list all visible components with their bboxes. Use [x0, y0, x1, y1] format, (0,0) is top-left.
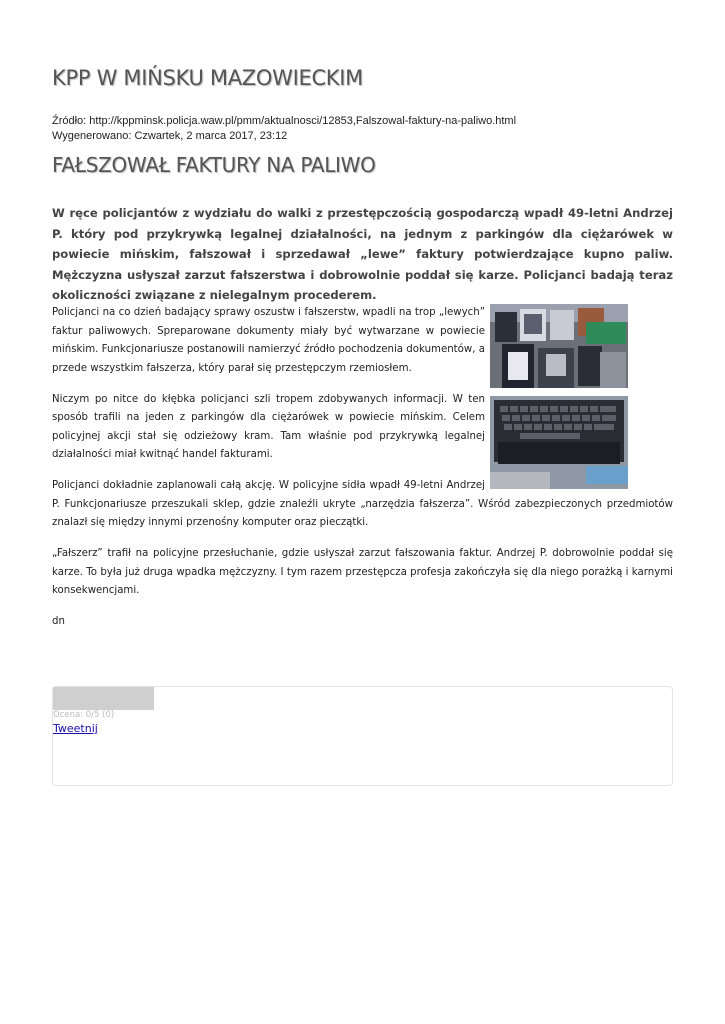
rating-box	[52, 686, 673, 786]
article-paragraph: Policjanci dokładnie zaplanowali całą akcję. W policyjne sidła wpadł 49-letni Andrzej P. Funkcjonariusze przeszukali sklep, gdzie znaleźli ukryte „narzędzia fałszerza”. Wśród zabezpieczonych przedmiotów znalazł się między innymi przenośny komputer oraz pieczątki.	[52, 480, 673, 528]
article-paragraph: Policjanci na co dzień badający sprawy oszustw i fałszerstw, wpadli na trop „lewych” faktur paliwowych. Spreparowane dokumenty miały być wytwarzane w powiecie mińskim. Funkcjonariusze postanowili namierzyć źródło pochodzenia dokumentów, a przede wszystkim fałszerza, który parał się przestępczym rzemiosłem.	[52, 307, 485, 374]
article-body	[52, 304, 673, 644]
site-title: KPP W MIŃSKU MAZOWIECKIM	[52, 66, 363, 90]
article-photo	[490, 304, 628, 489]
article-author: dn	[52, 616, 65, 627]
article-lead: W ręce policjantów z wydziału do walki z przestępczością gospodarczą wpadł 49-letni Andrzej P. który pod przykrywką legalnej działalności, na jednym z parkingów dla ciężarówek w powiecie mińskim, fałszował i sprzedawał „lewe” faktury potwierdzające kupno paliw. Mężczyzna usłyszał zarzut fałszerstwa i dobrowolnie poddał się karze. Policjanci badają teraz okoliczności związane z nielegalnym procederem.	[52, 206, 673, 302]
source-line: Źródło: http://kppminsk.policja.waw.pl/pmm/aktualnosci/12853,Falszowal-faktury-na-paliwo.html	[52, 115, 517, 127]
generated-line: Wygenerowano: Czwartek, 2 marca 2017, 23:12	[52, 130, 288, 142]
article-paragraph: Niczym po nitce do kłębka policjanci szli tropem zdobywanych informacji. W ten sposób trafili na jeden z parkingów dla ciężarówek w powiecie mińskim. Celem policyjnej akcji stał się odzieżowy kram. Tam właśnie pod przykrywką legalnej działalności miał kwitnąć handel fakturami.	[52, 393, 485, 460]
stamps-laptop-photo	[490, 304, 628, 489]
article-paragraph: „Fałszerz” trafił na policyjne przesłuchanie, gdzie usłyszał zarzut fałszowania faktur. Andrzej P. dobrowolnie poddał się karze. To była już druga wpadka mężczyzny. I tym razem przestępcza profesja zakończyła się dla niego porażką i karnymi konsekwencjami.	[52, 548, 673, 596]
rating-text: Ocena: 0/5 (0)	[53, 710, 115, 720]
rating-stars[interactable]	[53, 687, 154, 710]
tweet-link[interactable]: Tweetnij	[53, 722, 98, 735]
article-title: FAŁSZOWAŁ FAKTURY NA PALIWO	[52, 153, 376, 177]
meta-info	[52, 114, 516, 144]
